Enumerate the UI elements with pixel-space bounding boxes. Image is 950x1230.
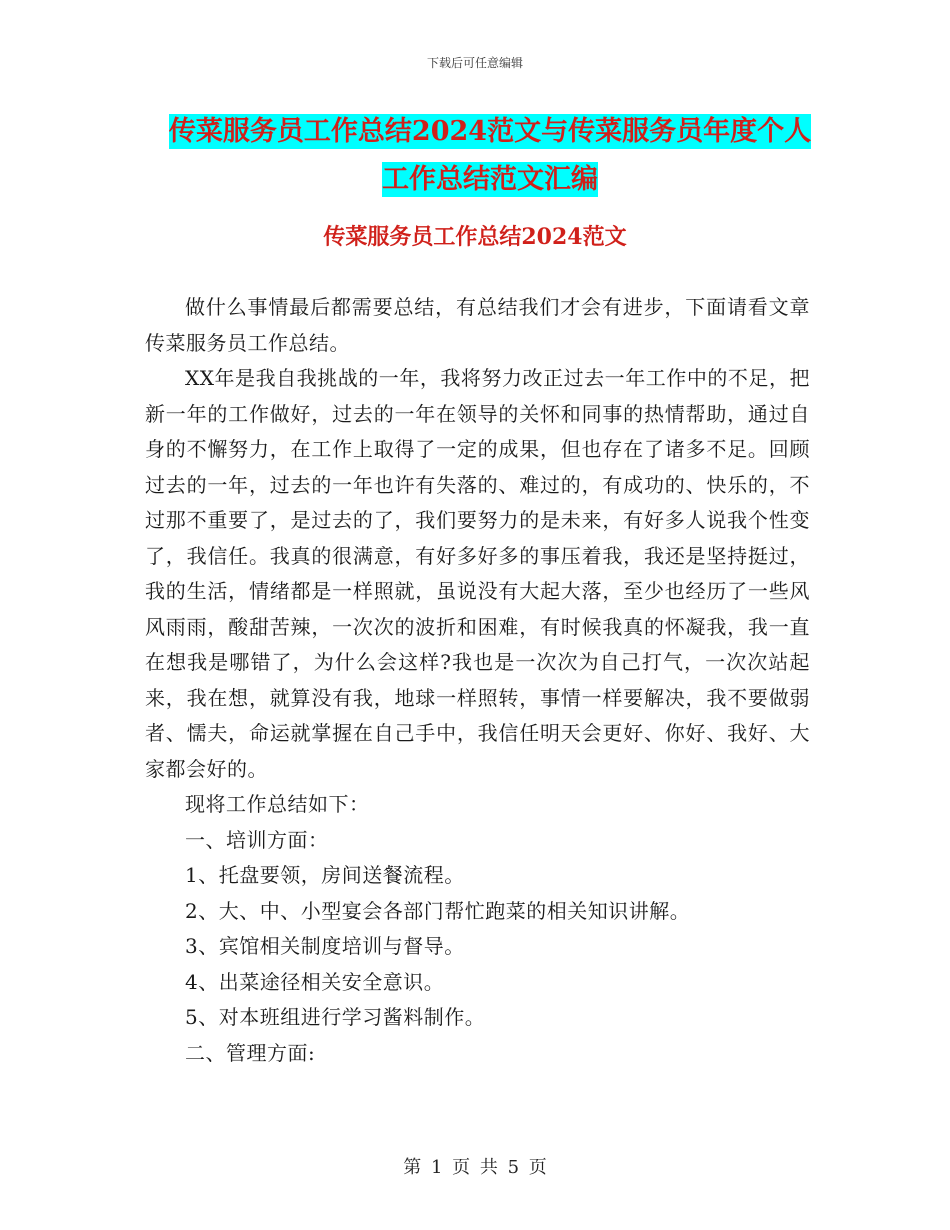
paragraph-main: XX年是我自我挑战的一年，我将努力改正过去一年工作中的不足，把新一年的工作做好，过去的一年在领导的关怀和同事的热情帮助，通过自身的不懈努力，在工作上取得了一定的成果，但也存在了诸多不足。回顾过去的一年，过去的一年也许有失落的、难过的，有成功的、快乐的，不过那不重要了，是过去的了，我们要努力的是未来，有好多人说我个性变了，我信任。我真的很满意，有好多好多的事压着我，我还是坚持挺过，我的生活，情绪都是一样照就，虽说没有大起大落，至少也经历了一些风风雨雨，酸甜苦辣，一次次的波折和困难，有时候我真的怀凝我，我一直在想我是哪错了，为什么会这样?我也是一次次为自己打气，一次次站起来，我在想，就算没有我，地球一样照转，事情一样要解决，我不要做弱者、懦夫，命运就掌握在自己手中，我信任明天会更好、你好、我好、大家都会好的。 bbox=[145, 366, 810, 781]
list-item: 3、宾馆相关制度培训与督导。 bbox=[185, 934, 465, 958]
list-item: 4、出菜途径相关安全意识。 bbox=[185, 969, 445, 994]
heading-training: 一、培训方面： bbox=[185, 827, 329, 852]
document-title-line-1: 传菜服务员工作总结2024范文与传菜服务员年度个人 bbox=[168, 116, 812, 147]
section-title: 传菜服务员工作总结2024范文 bbox=[323, 224, 627, 250]
page-header-note: 下载后可任意编辑 bbox=[426, 56, 523, 70]
list-item: 1、托盘要领，房间送餐流程。 bbox=[185, 863, 465, 887]
paragraph-summary-lead: 现将工作总结如下： bbox=[185, 792, 370, 816]
document-title bbox=[140, 108, 840, 204]
list-item: 2、大、中、小型宴会各部门帮忙跑菜的相关知识讲解。 bbox=[185, 898, 691, 923]
document-title-line-2: 工作总结范文汇编 bbox=[382, 164, 598, 195]
heading-management: 二、管理方面: bbox=[185, 1040, 316, 1065]
paragraph-intro: 做什么事情最后都需要总结，有总结我们才会有进步，下面请看文章传菜服务员工作总结。 bbox=[145, 295, 810, 355]
document-body bbox=[145, 290, 810, 1071]
list-item: 5、对本班组进行学习酱料制作。 bbox=[185, 1005, 486, 1029]
page-number: 第 1 页 共 5 页 bbox=[403, 1157, 547, 1178]
